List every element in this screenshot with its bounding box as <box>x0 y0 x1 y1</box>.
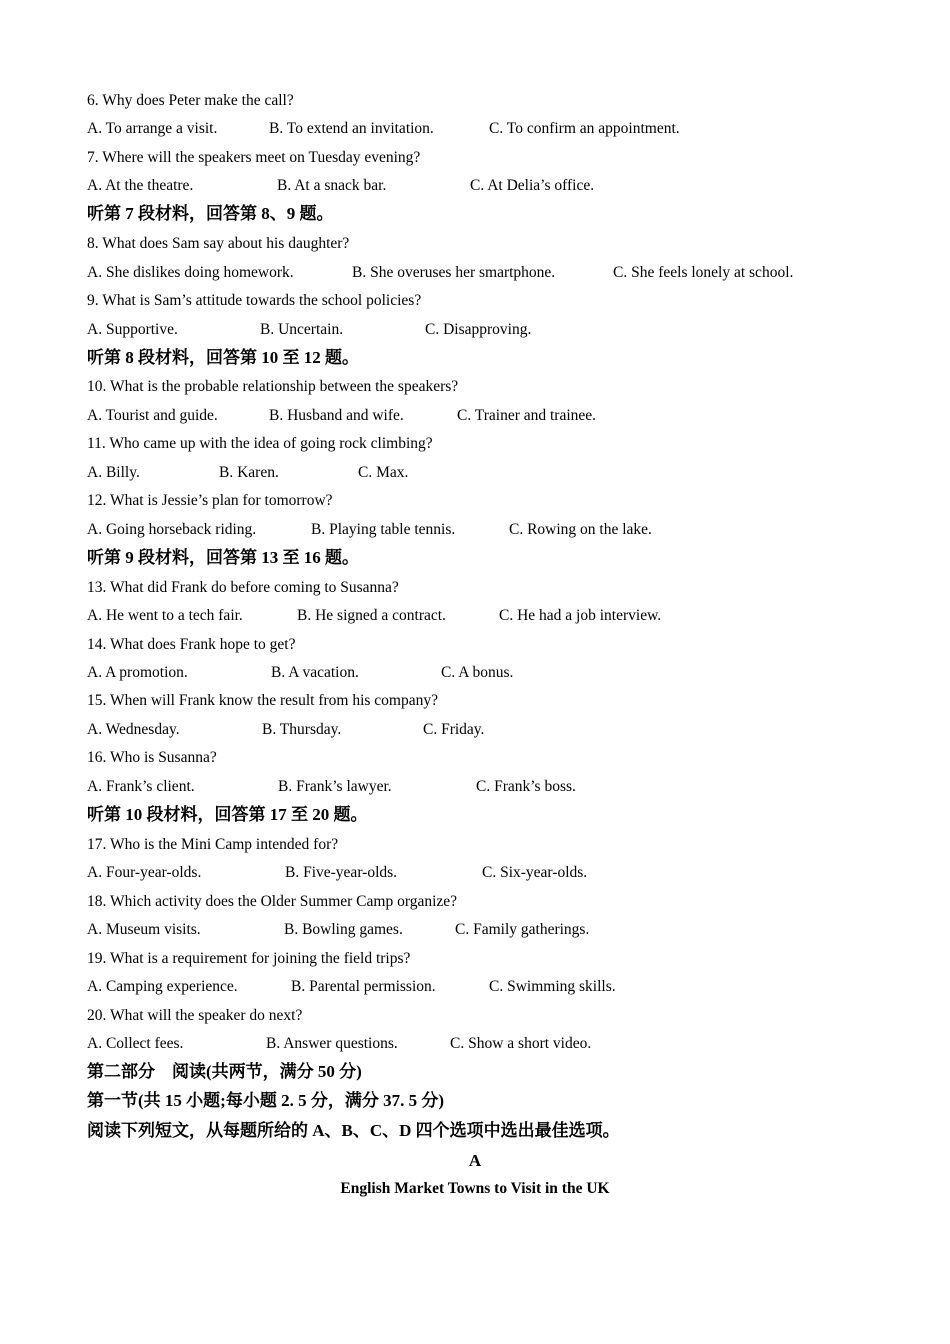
option-b: B. Husband and wife. <box>269 407 404 424</box>
option-b: B. Five-year-olds. <box>285 864 398 881</box>
option-b: B. He signed a contract. <box>297 607 446 624</box>
option-a: A. She dislikes doing homework. <box>87 264 294 281</box>
question-11: 11. Who came up with the idea of going rock climbing? <box>87 435 433 452</box>
option-c: C. She feels lonely at school. <box>613 264 794 281</box>
section-heading-8: 听第 8 段材料，回答第 10 至 12 题。 <box>87 348 359 367</box>
option-a: A. Collect fees. <box>87 1035 184 1052</box>
option-c: C. To confirm an appointment. <box>489 120 680 137</box>
option-a: A. Supportive. <box>87 321 178 338</box>
option-a: A. Tourist and guide. <box>87 407 218 424</box>
section-heading-10: 听第 10 段材料，回答第 17 至 20 题。 <box>87 805 368 824</box>
option-c: C. Friday. <box>423 721 485 738</box>
option-b: B. Playing table tennis. <box>311 521 456 538</box>
option-c: C. Six-year-olds. <box>482 864 588 881</box>
question-12: 12. What is Jessie’s plan for tomorrow? <box>87 492 333 509</box>
question-10: 10. What is the probable relationship between the speakers? <box>87 378 459 395</box>
question-15: 15. When will Frank know the result from his company? <box>87 692 438 709</box>
question-20: 20. What will the speaker do next? <box>87 1007 303 1024</box>
option-b: B. She overuses her smartphone. <box>352 264 556 281</box>
option-a: A. Museum visits. <box>87 921 201 938</box>
option-c: C. Swimming skills. <box>489 978 616 995</box>
question-6: 6. Why does Peter make the call? <box>87 92 294 109</box>
option-c: C. A bonus. <box>441 664 514 681</box>
passage-title: English Market Towns to Visit in the UK <box>340 1180 610 1197</box>
option-b: B. Parental permission. <box>291 978 436 995</box>
option-c: C. Trainer and trainee. <box>457 407 597 424</box>
instruction-text: 阅读下列短文，从每题所给的 A、B、C、D 四个选项中选出最佳选项。 <box>87 1121 620 1140</box>
option-a: A. Wednesday. <box>87 721 180 738</box>
option-b: B. At a snack bar. <box>277 177 387 194</box>
question-16: 16. Who is Susanna? <box>87 749 217 766</box>
option-a: A. He went to a tech fair. <box>87 607 243 624</box>
option-a: A. At the theatre. <box>87 177 194 194</box>
question-14: 14. What does Frank hope to get? <box>87 636 296 653</box>
question-17: 17. Who is the Mini Camp intended for? <box>87 836 339 853</box>
option-a: A. Going horseback riding. <box>87 521 257 538</box>
section-heading-7: 听第 7 段材料，回答第 8、9 题。 <box>87 204 334 223</box>
option-c: C. Rowing on the lake. <box>509 521 652 538</box>
question-13: 13. What did Frank do before coming to Susanna? <box>87 579 399 596</box>
option-c: C. Frank’s boss. <box>476 778 576 795</box>
option-a: A. Camping experience. <box>87 978 238 995</box>
question-7: 7. Where will the speakers meet on Tuesday evening? <box>87 149 421 166</box>
option-b: B. Answer questions. <box>266 1035 398 1052</box>
option-b: B. Bowling games. <box>284 921 403 938</box>
option-a: A. To arrange a visit. <box>87 120 218 137</box>
section-heading-9: 听第 9 段材料，回答第 13 至 16 题。 <box>87 548 359 567</box>
passage-label: A <box>468 1151 482 1170</box>
option-c: C. He had a job interview. <box>499 607 662 624</box>
option-a: A. Frank’s client. <box>87 778 195 795</box>
option-c: C. Disapproving. <box>425 321 532 338</box>
option-c: C. At Delia’s office. <box>470 177 595 194</box>
option-a: A. Four-year-olds. <box>87 864 202 881</box>
option-b: B. To extend an invitation. <box>269 120 434 137</box>
option-c: C. Show a short video. <box>450 1035 592 1052</box>
option-b: B. A vacation. <box>271 664 359 681</box>
option-b: B. Thursday. <box>262 721 342 738</box>
part-two-heading: 第二部分 阅读(共两节，满分 50 分) <box>87 1062 362 1081</box>
option-a: A. Billy. <box>87 464 140 481</box>
option-c: C. Max. <box>358 464 409 481</box>
option-b: B. Frank’s lawyer. <box>278 778 392 795</box>
question-9: 9. What is Sam’s attitude towards the school policies? <box>87 292 422 309</box>
question-18: 18. Which activity does the Older Summer Camp organize? <box>87 893 458 910</box>
question-19: 19. What is a requirement for joining the field trips? <box>87 950 411 967</box>
option-c: C. Family gatherings. <box>455 921 590 938</box>
option-b: B. Uncertain. <box>260 321 344 338</box>
option-b: B. Karen. <box>219 464 279 481</box>
question-8: 8. What does Sam say about his daughter? <box>87 235 350 252</box>
section-one-heading: 第一节(共 15 小题;每小题 2. 5 分，满分 37. 5 分) <box>87 1091 444 1110</box>
option-a: A. A promotion. <box>87 664 188 681</box>
